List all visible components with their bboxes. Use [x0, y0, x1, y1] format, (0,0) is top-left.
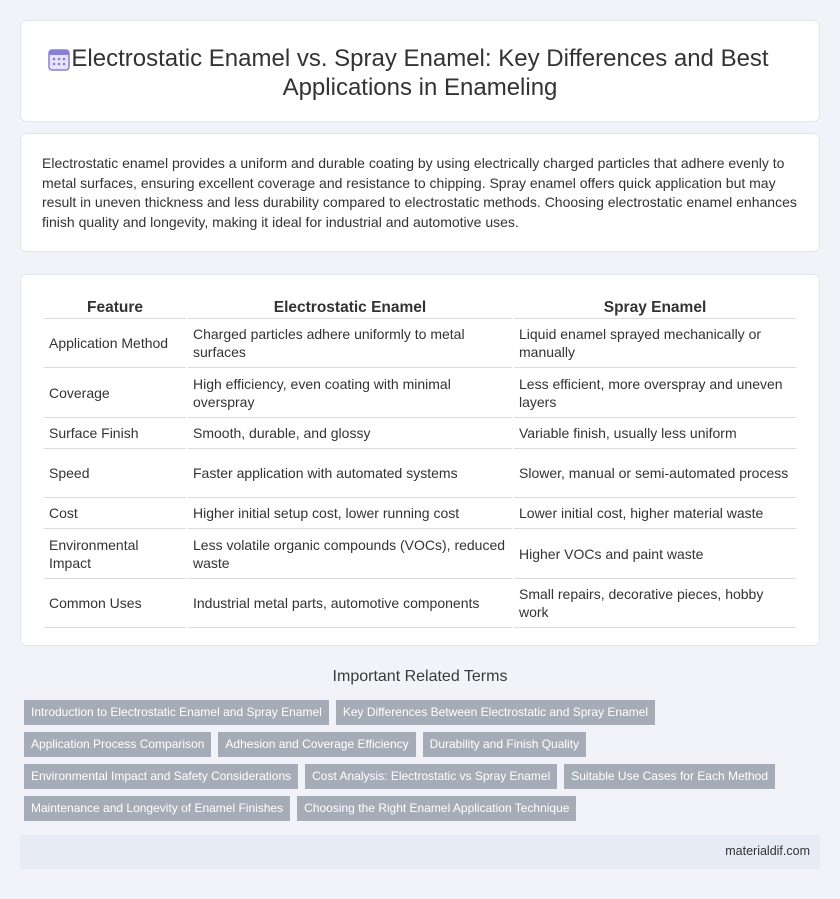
table-row — [44, 319, 796, 368]
table-row — [44, 449, 796, 498]
cell-spray: Higher VOCs and paint waste — [514, 529, 796, 579]
footer-site-link[interactable]: materialdif.com — [725, 844, 810, 858]
cell-spray: Slower, manual or semi-automated process — [514, 449, 796, 498]
title-card — [20, 20, 820, 122]
cell-electrostatic: Faster application with automated systems — [188, 449, 512, 498]
cell-electrostatic: Industrial metal parts, automotive components — [188, 579, 512, 628]
cell-spray: Lower initial cost, higher material waste — [514, 498, 796, 529]
table-row — [44, 498, 796, 529]
related-term-tag[interactable]: Key Differences Between Electrostatic and Spray Enamel — [336, 700, 655, 725]
related-terms-list — [24, 700, 820, 828]
related-term-tag[interactable]: Cost Analysis: Electrostatic vs Spray Enamel — [305, 764, 557, 789]
tag-row — [24, 764, 820, 789]
comparison-table — [42, 295, 798, 628]
table-row — [44, 579, 796, 628]
related-terms-title: Important Related Terms — [332, 668, 508, 685]
cell-electrostatic: Less volatile organic compounds (VOCs), reduced waste — [188, 529, 512, 579]
table-row — [44, 418, 796, 449]
cell-feature: Speed — [44, 449, 186, 498]
header-electrostatic: Electrostatic Enamel — [188, 295, 512, 319]
table-row — [44, 368, 796, 418]
cell-spray: Less efficient, more overspray and uneven layers — [514, 368, 796, 418]
related-term-tag[interactable]: Adhesion and Coverage Efficiency — [218, 732, 415, 757]
tag-row — [24, 700, 820, 725]
related-term-tag[interactable]: Suitable Use Cases for Each Method — [564, 764, 775, 789]
tag-row — [24, 796, 820, 821]
cell-spray: Liquid enamel sprayed mechanically or manually — [514, 319, 796, 368]
header-feature: Feature — [44, 295, 186, 319]
cell-electrostatic: Higher initial setup cost, lower running cost — [188, 498, 512, 529]
cell-feature: Common Uses — [44, 579, 186, 628]
cell-electrostatic: High efficiency, even coating with minimal overspray — [188, 368, 512, 418]
cell-feature: Environmental Impact — [44, 529, 186, 579]
related-term-tag[interactable]: Maintenance and Longevity of Enamel Finishes — [24, 796, 290, 821]
related-term-tag[interactable]: Introduction to Electrostatic Enamel and Spray Enamel — [24, 700, 329, 725]
intro-card — [20, 133, 820, 252]
tag-row — [24, 732, 820, 757]
table-header-row — [44, 295, 796, 319]
header-spray: Spray Enamel — [514, 295, 796, 319]
cell-feature: Application Method — [44, 319, 186, 368]
cell-electrostatic: Smooth, durable, and glossy — [188, 418, 512, 449]
cell-spray: Small repairs, decorative pieces, hobby work — [514, 579, 796, 628]
cell-feature: Coverage — [44, 368, 186, 418]
cell-feature: Cost — [44, 498, 186, 529]
related-term-tag[interactable]: Durability and Finish Quality — [423, 732, 586, 757]
page-title: Electrostatic Enamel vs. Spray Enamel: Key Differences and Best Applications in Enameling — [71, 45, 769, 101]
footer — [20, 835, 820, 869]
related-term-tag[interactable]: Environmental Impact and Safety Considerations — [24, 764, 298, 789]
intro-paragraph: Electrostatic enamel provides a uniform and durable coating by using electrically charged particles that adhere evenly to metal surfaces, ensuring excellent coverage and resistance to chipping. Spray enamel offers quick application but may result in uneven thickness and less durability compared to electrostatic methods. Choosing electrostatic enamel enhances finish quality and longevity, making it ideal for industrial and automotive uses. — [42, 155, 797, 230]
table-row — [44, 529, 796, 579]
related-term-tag[interactable]: Choosing the Right Enamel Application Technique — [297, 796, 576, 821]
related-term-tag[interactable]: Application Process Comparison — [24, 732, 211, 757]
cell-spray: Variable finish, usually less uniform — [514, 418, 796, 449]
cell-electrostatic: Charged particles adhere uniformly to metal surfaces — [188, 319, 512, 368]
comparison-table-card — [20, 274, 820, 646]
cell-feature: Surface Finish — [44, 418, 186, 449]
